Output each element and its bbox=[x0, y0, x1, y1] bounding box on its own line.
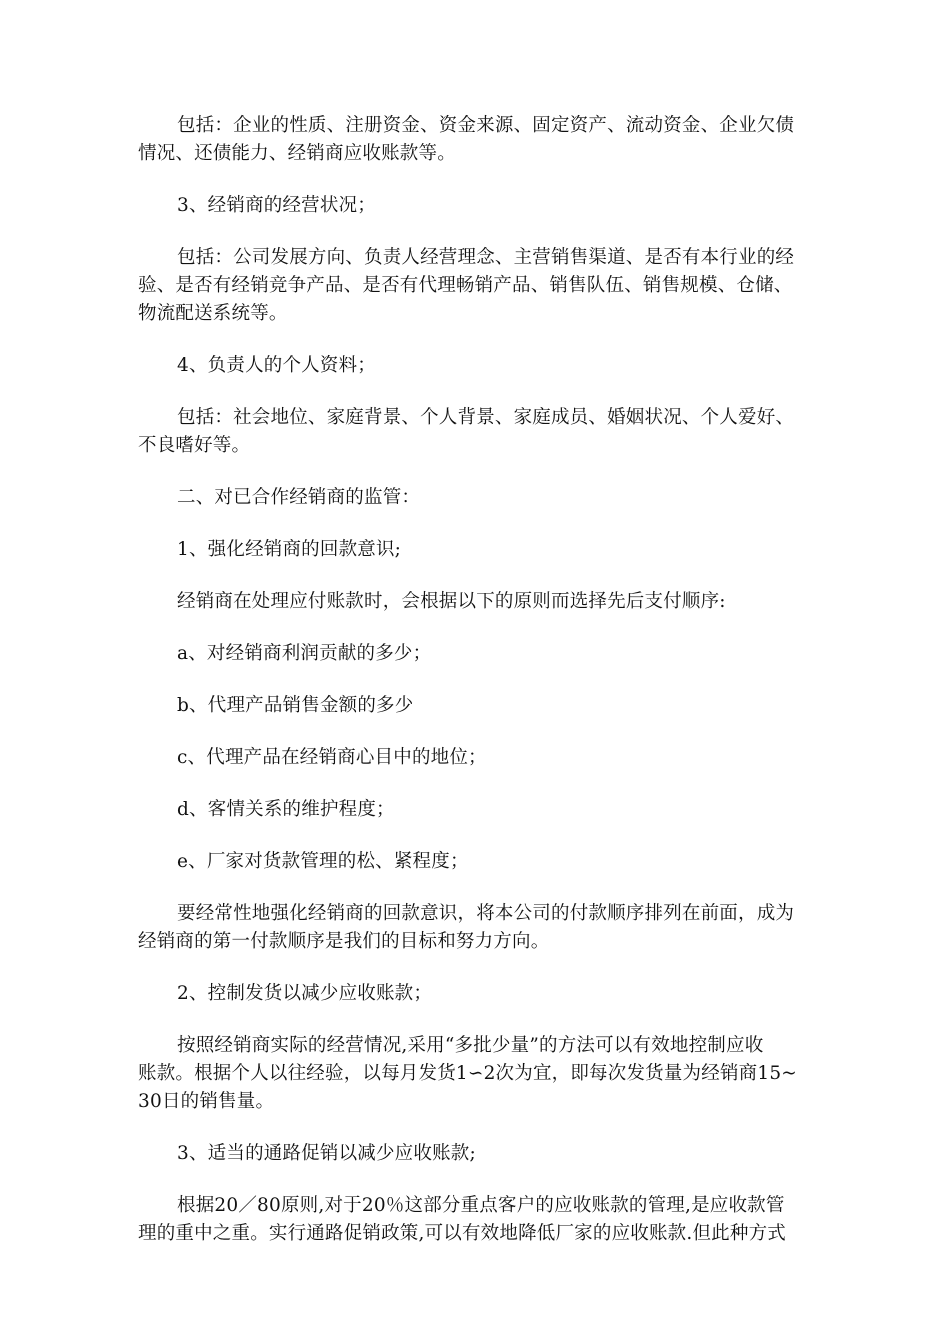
paragraph bbox=[138, 404, 818, 460]
text-line: 4、负责人的个人资料； bbox=[177, 355, 376, 376]
text-line: 包括：社会地位、家庭背景、个人背景、家庭成员、婚姻状况、个人爱好、 bbox=[177, 407, 795, 428]
paragraph bbox=[138, 1140, 818, 1168]
paragraph bbox=[138, 1032, 818, 1116]
text-line: 经销商的第一付款顺序是我们的目标和努力方向。 bbox=[138, 931, 550, 952]
text-line: 2、控制发货以减少应收账款； bbox=[177, 983, 433, 1004]
paragraph bbox=[138, 588, 818, 616]
text-line: 30日的销售量。 bbox=[138, 1091, 275, 1112]
paragraph bbox=[138, 796, 818, 824]
text-line: c、代理产品在经销商心目中的地位； bbox=[177, 747, 487, 768]
paragraph bbox=[138, 192, 818, 220]
text-line: 1、强化经销商的回款意识; bbox=[177, 539, 402, 560]
text-line: 账款。根据个人以往经验，以每月发货1∽2次为宜，即每次发货量为经销商15~ bbox=[138, 1063, 797, 1084]
paragraph bbox=[138, 352, 818, 380]
paragraph bbox=[138, 1192, 818, 1248]
text-line: e、厂家对货款管理的松、紧程度； bbox=[177, 851, 469, 872]
text-line: 根据20／80原则,对于20％这部分重点客户的应收账款的管理,是应收款管 bbox=[177, 1195, 785, 1216]
text-line: 包括：企业的性质、注册资金、资金来源、固定资产、流动资金、企业欠债 bbox=[177, 115, 795, 136]
text-line: 按照经销商实际的经营情况,采用“多批少量”的方法可以有效地控制应收 bbox=[177, 1035, 764, 1056]
text-line: a、对经销商利润贡献的多少； bbox=[177, 643, 432, 664]
paragraph bbox=[138, 640, 818, 668]
text-line: b、代理产品销售金额的多少 bbox=[177, 695, 414, 716]
paragraph bbox=[138, 900, 818, 956]
text-line: 理的重中之重。实行通路促销政策,可以有效地降低厂家的应收账款.但此种方式 bbox=[138, 1223, 786, 1244]
paragraph bbox=[138, 848, 818, 876]
text-line: 物流配送系统等。 bbox=[138, 303, 288, 324]
paragraph bbox=[138, 744, 818, 772]
paragraph bbox=[138, 980, 818, 1008]
paragraph bbox=[138, 244, 818, 328]
text-line: 包括：公司发展方向、负责人经营理念、主营销售渠道、是否有本行业的经 bbox=[177, 247, 795, 268]
paragraph bbox=[138, 484, 818, 512]
text-line: 验、是否有经销竞争产品、是否有代理畅销产品、销售队伍、销售规模、仓储、 bbox=[138, 275, 793, 296]
text-line: 二、对已合作经销商的监管： bbox=[177, 487, 421, 508]
paragraph bbox=[138, 112, 818, 168]
text-line: 3、经销商的经营状况； bbox=[177, 195, 376, 216]
text-line: 经销商在处理应付账款时，会根据以下的原则而选择先后支付顺序: bbox=[177, 591, 726, 612]
document-page bbox=[138, 112, 818, 1272]
paragraph bbox=[138, 692, 818, 720]
text-line: 不良嗜好等。 bbox=[138, 435, 251, 456]
text-line: d、客情关系的维护程度； bbox=[177, 799, 395, 820]
paragraph bbox=[138, 536, 818, 564]
text-line: 情况、还债能力、经销商应收账款等。 bbox=[138, 143, 456, 164]
text-line: 3、适当的通路促销以减少应收账款; bbox=[177, 1143, 476, 1164]
text-line: 要经常性地强化经销商的回款意识，将本公司的付款顺序排列在前面，成为 bbox=[177, 903, 795, 924]
